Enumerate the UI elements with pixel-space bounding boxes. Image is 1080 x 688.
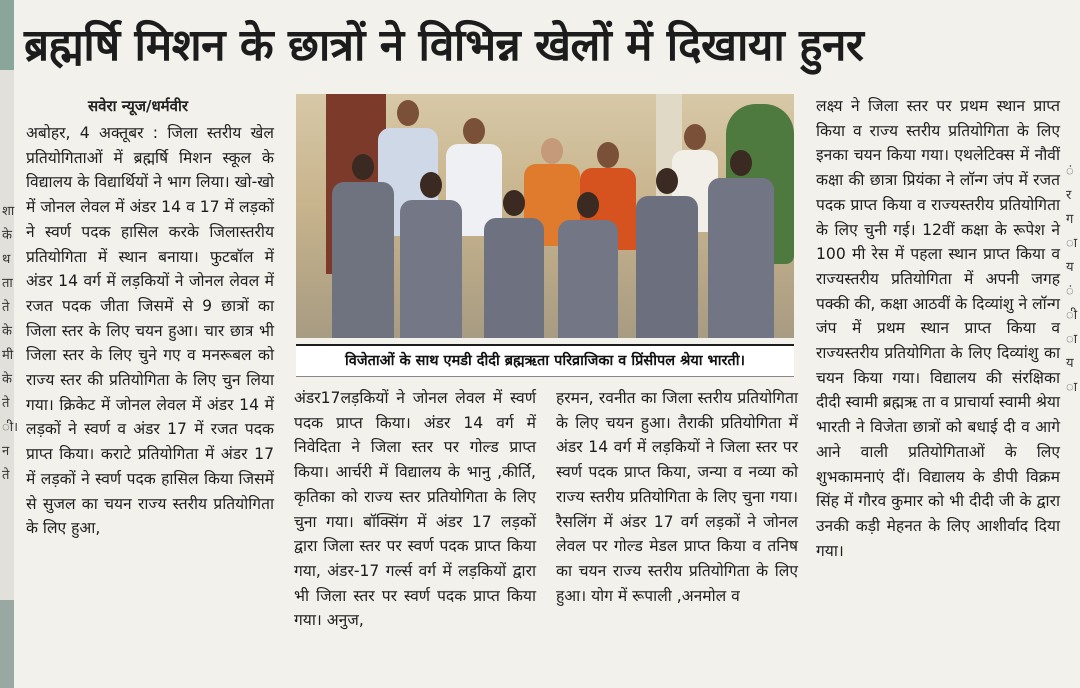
adjacent-photo-fragment <box>0 0 14 70</box>
fragment-line: ग <box>1066 212 1074 227</box>
photo-student <box>484 188 544 338</box>
fragment-line: ी। <box>2 420 19 435</box>
fragment-line: के <box>2 228 12 243</box>
photo-student <box>708 148 774 338</box>
fragment-line: ं <box>1066 164 1074 179</box>
article-paragraph: अबोहर, 4 अक्तूबर : जिला स्तरीय खेल प्रतियोगिताओं में ब्रह्मर्षि मिशन स्कूल के विद्यालय के विद्यार्थियों ने भाग लिया। खो-खो में जोनल लेवल में अंडर 14 व 17 में लड़कों ने स्वर्ण पदक हासिल करके जिलास्तरीय प्रतियोगिता में स्थान बनाया। फुटबॉल में अंडर 14 वर्ग में लड़कियों ने जोनल लेवल में रजत पदक जीता जिसमें से 9 छात्रों का जिला स्तर के लिए चयन हुआ। चार छात्र भी जिला स्तर के लिए चुने गए व मनरूबल को राज्य स्तर की प्रतियोगिता के लिए चुन लिया गया। क्रिकेट में जोनल लेवल में अंडर 14 में लड़कों ने स्वर्ण व अंडर 17 में रजत पदक प्राप्त किया। कराटे प्रतियोगिता में अंडर 17 में लड़कों ने स्वर्ण पदक हासिल किया जिसमें से सुजल का चयन राज्य स्तरीय प्रतियोगिता के लिए हुआ, <box>26 124 274 538</box>
fragment-line: ते <box>2 396 10 411</box>
byline: सवेरा न्यूज/धर्मवीर <box>88 97 189 115</box>
photo-student <box>636 166 698 338</box>
fragment-line: ा <box>1066 236 1078 251</box>
right-column-fragments <box>1066 160 1080 400</box>
fragment-line: ते <box>2 468 10 483</box>
fragment-line: ं <box>1066 284 1074 299</box>
fragment-line: ते <box>2 300 10 315</box>
article-paragraph: लक्ष्य ने जिला स्तर पर प्रथम स्थान प्राप्त किया व राज्य स्तरीय प्रतियोगिता के लिए इनका चयन किया गया। एथलेटिक्स में नौवीं कक्षा की छात्रा प्रियंका ने लॉन्ग जंप में रजत पदक प्राप्त किया व राज्यस्तरीय प्रतियोगिता के लिए चुनी गई। 12वीं कक्षा के रूपेश ने 100 मी रेस में पहला स्थान प्राप्त किया व राज्यस्तरीय प्रतियोगिता में अपनी जगह पक्की की, कक्षा आठवीं के दिव्यांशु ने लॉन्ग जंप में प्रथम स्थान प्राप्त किया व राज्यस्तरीय प्रतियोगिता के लिए दिव्यांशु का चयन किया गया। विद्यालय की संरक्षिका दीदी स्वामी ब्रह्मऋ ता व प्राचार्या स्वामी श्रेया भारती ने विजेता छात्रों को बधाई दी व आगे आने वाली प्रतियोगिताओं के लिए शुभकामनाएं दीं। विद्यालय के डीपी विक्रम सिंह में गौरव कुमार को भी दीदी जी के द्वारा उनकी कड़ी मेहनत के लिए आशीर्वाद दिया गया। <box>816 97 1060 560</box>
article-column-3 <box>556 386 798 678</box>
left-column-fragments <box>2 200 19 488</box>
news-photo <box>296 94 794 338</box>
fragment-line: न <box>2 444 10 459</box>
headline: ब्रह्मर्षि मिशन के छात्रों ने विभिन्न खेलों में दिखाया हुनर <box>24 20 864 71</box>
photo-student <box>558 190 618 338</box>
fragment-line: ा <box>1066 380 1078 395</box>
photo-caption: विजेताओं के साथ एमडी दीदी ब्रह्मऋता परिव्राजिका व प्रिंसीपल श्रेया भारती। <box>296 344 794 377</box>
fragment-line: थ <box>2 252 11 267</box>
fragment-line: र <box>1066 188 1072 203</box>
fragment-line: के <box>2 324 12 339</box>
article-paragraph: अंडर17लड़कियों ने जोनल लेवल में स्वर्ण पदक प्राप्त किया। अंडर 14 वर्ग में निवेदिता ने जिला स्तर पर गोल्ड प्राप्त किया। आर्चरी में विद्यालय के भानु ,कीर्ति, कृतिका को राज्य स्तर प्रतियोगिता के लिए चुना गया। बॉक्सिंग में अंडर 17 लड़कों द्वारा जिला स्तर पर स्वर्ण पदक प्राप्त किया गया, अंडर-17 गर्ल्स वर्ग में लड़कियों द्वारा भी जिला स्तर पर स्वर्ण पदक प्राप्त किया गया। अनुज, <box>294 389 536 630</box>
article-column-1 <box>26 121 274 681</box>
fragment-line: ता <box>2 276 13 291</box>
article-paragraph: हरमन, रवनीत का जिला स्तरीय प्रतियोगिता के लिए चयन हुआ। तैराकी प्रतियोगिता में अंडर 14 वर्ग में लड़कियों ने जिला स्तर पर स्वर्ण पदक प्राप्त किया, जन्या व नव्या को राज्य स्तरीय प्रतियोगिता के लिए चुना गया। रैसलिंग में अंडर 17 वर्ग लड़कों ने जोनल लेवल पर गोल्ड मेडल प्राप्त किया व तनिष का चयन राज्य स्तरीय प्रतियोगिता के लिए हुआ। योग में रूपाली ,अनमोल व <box>556 389 798 605</box>
fragment-line: य <box>1066 260 1074 275</box>
article-column-2 <box>294 386 536 678</box>
photo-student <box>332 152 394 338</box>
fragment-line: के <box>2 372 12 387</box>
fragment-line: शा <box>2 204 15 219</box>
fragment-line: ी <box>1066 308 1078 323</box>
article-column-4 <box>816 94 1060 678</box>
adjacent-photo-fragment <box>0 600 14 688</box>
fragment-line: मी <box>2 348 14 363</box>
fragment-line: य <box>1066 356 1074 371</box>
photo-student <box>400 170 462 338</box>
fragment-line: ा <box>1066 332 1078 347</box>
